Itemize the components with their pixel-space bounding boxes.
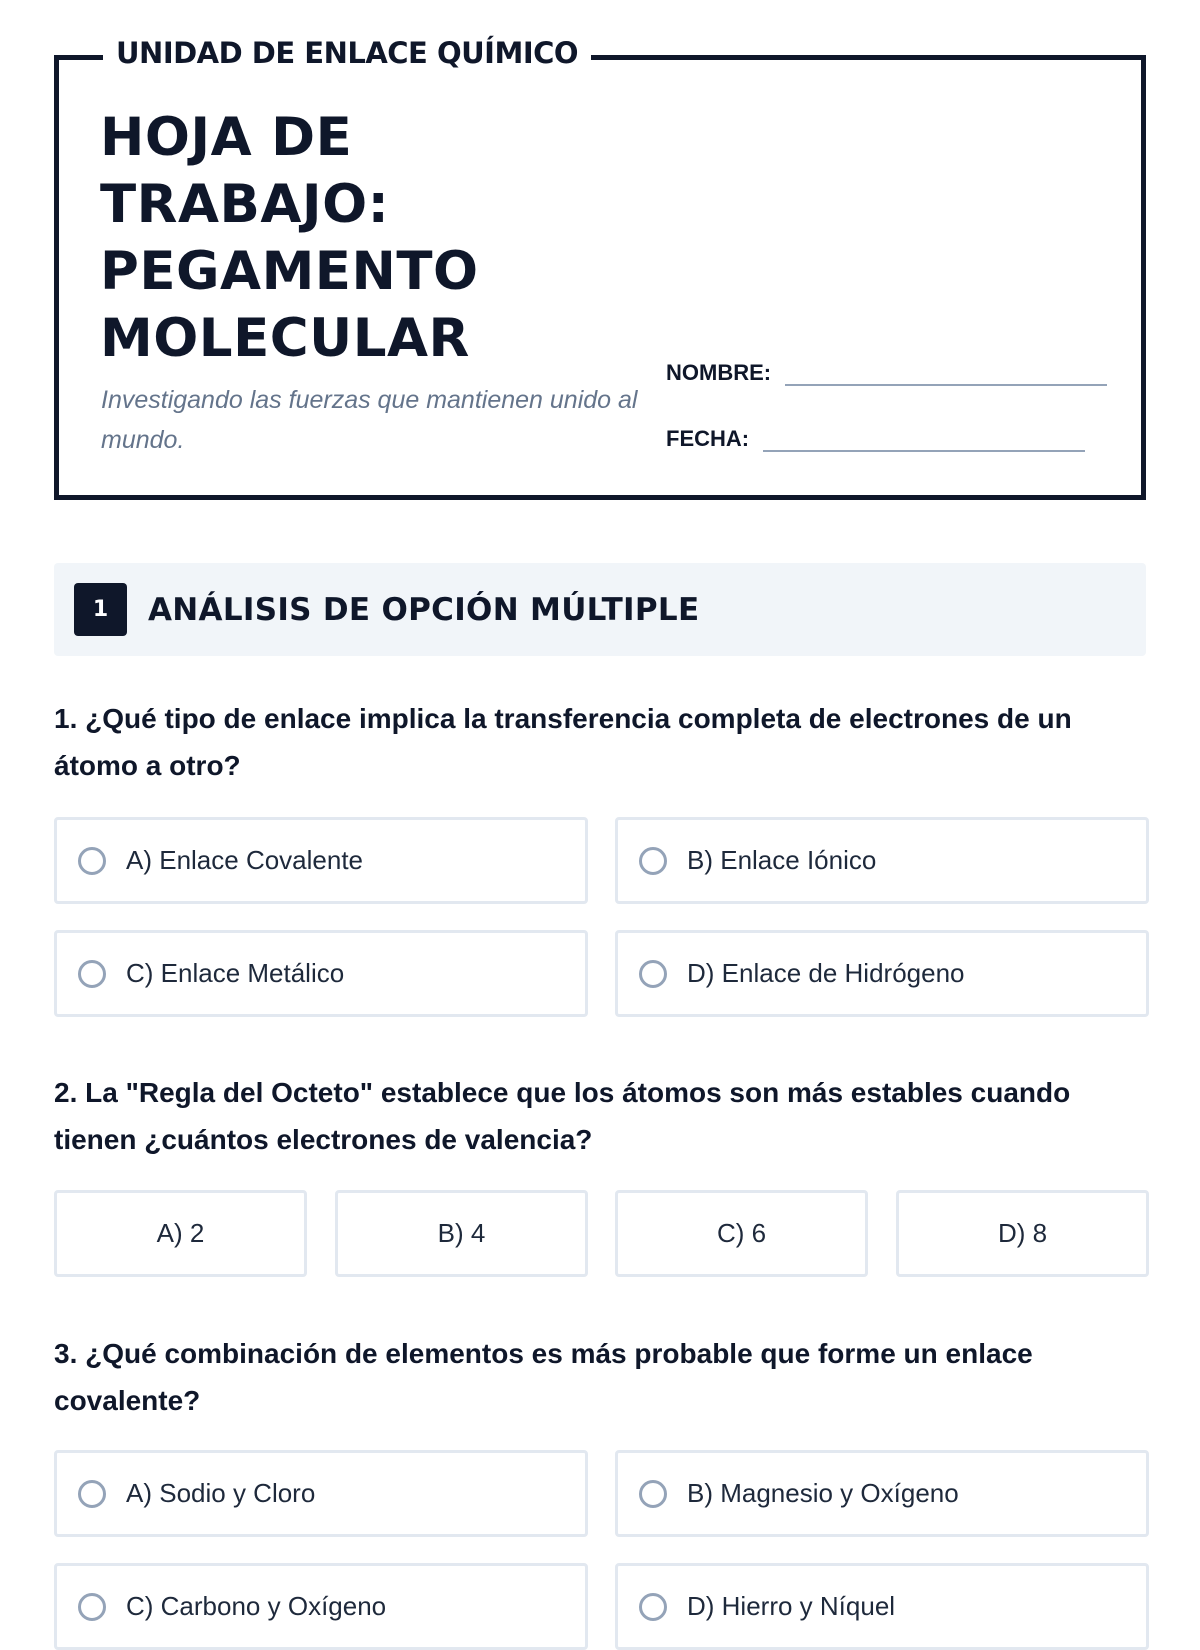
radio-circle-icon[interactable] (639, 1593, 667, 1621)
q1-option-a[interactable] (54, 817, 588, 904)
worksheet-subtitle: Investigando las fuerzas que mantienen unido al mundo. (101, 386, 638, 454)
option-label: B) 4 (437, 1218, 486, 1248)
section-title: ANÁLISIS DE OPCIÓN MÚLTIPLE (148, 591, 700, 628)
option-label: C) Enlace Metálico (126, 958, 345, 988)
q3-option-b[interactable] (615, 1450, 1149, 1537)
question-3: 3. ¿Qué combinación de elementos es más probable que forme un enlace covalente? (54, 1338, 1033, 1416)
radio-circle-icon[interactable] (639, 1480, 667, 1508)
option-label: D) Hierro y Níquel (687, 1591, 896, 1621)
option-label: A) Enlace Covalente (126, 845, 364, 875)
name-field (666, 360, 1107, 386)
radio-circle-icon[interactable] (78, 1480, 106, 1508)
q2-option-c[interactable] (615, 1190, 868, 1277)
option-label: A) 2 (156, 1218, 205, 1248)
date-input-line[interactable] (763, 426, 1085, 452)
name-input-line[interactable] (785, 360, 1107, 386)
q1-option-d[interactable] (615, 930, 1149, 1017)
q3-option-d[interactable] (615, 1563, 1149, 1650)
option-label: B) Magnesio y Oxígeno (687, 1478, 959, 1508)
date-field (666, 426, 1085, 452)
radio-circle-icon[interactable] (78, 960, 106, 988)
q2-option-d[interactable] (896, 1190, 1149, 1277)
option-label: C) Carbono y Oxígeno (126, 1591, 387, 1621)
unit-label: UNIDAD DE ENLACE QUÍMICO (103, 36, 591, 70)
option-label: B) Enlace Iónico (687, 845, 877, 875)
q1-option-b[interactable] (615, 817, 1149, 904)
q3-option-a[interactable] (54, 1450, 588, 1537)
worksheet-title: HOJA DE TRABAJO: PEGAMENTO MOLECULAR (100, 107, 479, 369)
option-label: A) Sodio y Cloro (126, 1478, 316, 1508)
q1-option-c[interactable] (54, 930, 588, 1017)
option-label: D) 8 (997, 1218, 1048, 1248)
q3-option-c[interactable] (54, 1563, 588, 1650)
radio-circle-icon[interactable] (639, 960, 667, 988)
option-label: C) 6 (716, 1218, 767, 1248)
question-1: 1. ¿Qué tipo de enlace implica la transferencia completa de electrones de un átomo a otro? (54, 703, 1072, 781)
section-number-badge: 1 (74, 583, 127, 636)
name-label: NOMBRE: (666, 360, 772, 385)
radio-circle-icon[interactable] (78, 847, 106, 875)
radio-circle-icon[interactable] (78, 1593, 106, 1621)
option-label: D) Enlace de Hidrógeno (687, 958, 965, 988)
q2-option-b[interactable] (335, 1190, 588, 1277)
question-2: 2. La "Regla del Octeto" establece que los átomos son más estables cuando tienen ¿cuántos electrones de valencia? (54, 1077, 1071, 1155)
q2-option-a[interactable] (54, 1190, 307, 1277)
radio-circle-icon[interactable] (639, 847, 667, 875)
section-header (54, 563, 1146, 656)
date-label: FECHA: (666, 426, 750, 451)
